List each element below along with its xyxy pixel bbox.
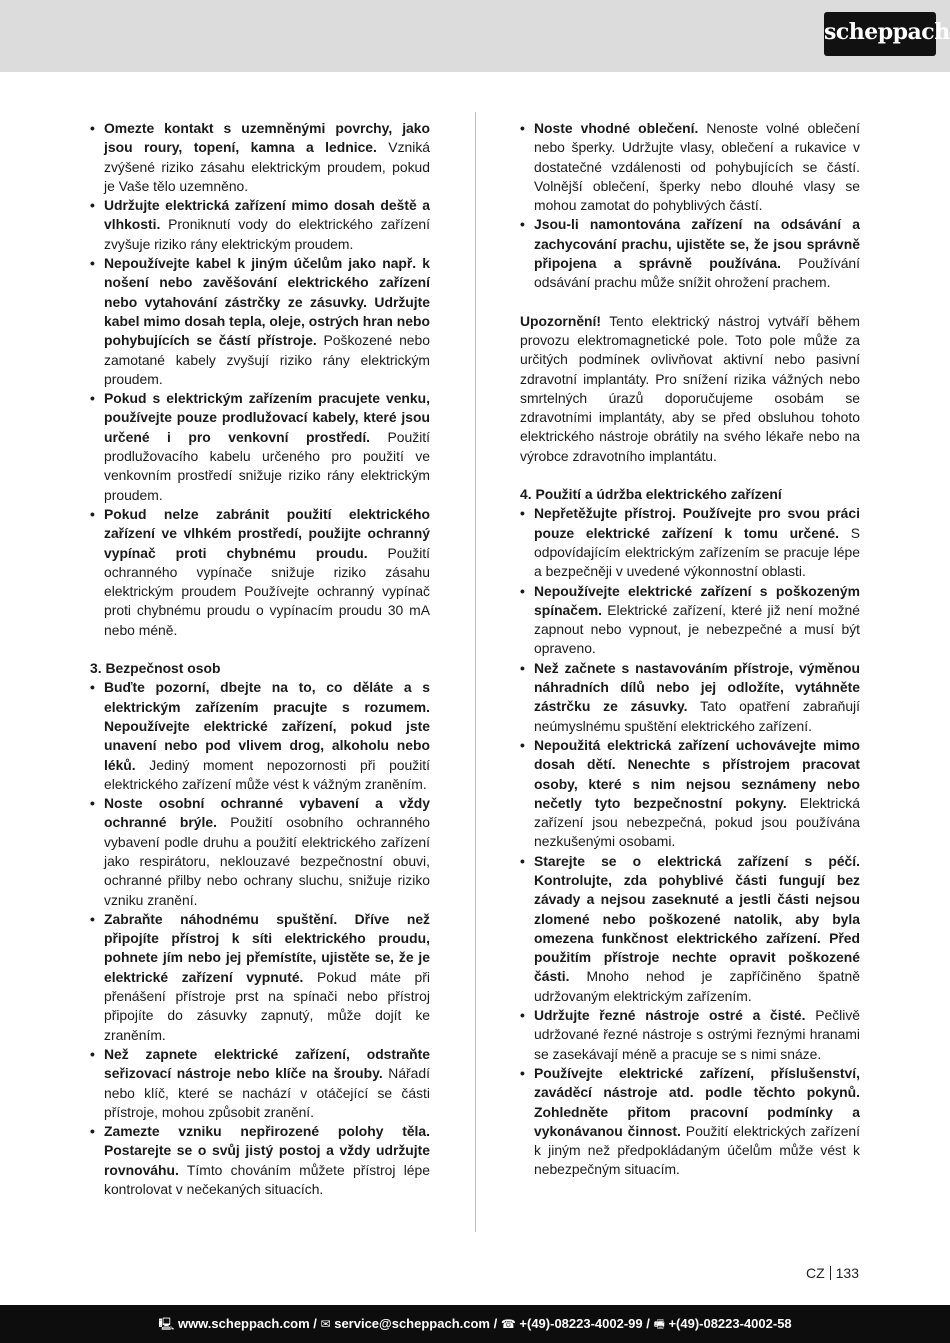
item-emphasis: Zamezte vzniku nepřirozené polohy těla. Postarejte se o svůj jistý postoj a vždy udržujte rovnováhu. [104,1123,430,1178]
list-item [90,1122,430,1199]
item-text: Tato opatření zabraňují neúmyslnému spuštění elektrického zařízení. [534,698,860,734]
item-text: Použití prodlužovacího kabelu určeného pro použití ve venkovním prostředí snižuje riziko rány elektrickým proudem. [104,428,431,503]
envelope-icon: ✉ [320,1317,331,1331]
list-item [90,119,430,196]
list-item [90,910,430,1045]
left-column [90,119,430,1199]
item-text: Pokud máte při přenášení přístroje prst na spínači nebo přístroj připojíte do zásuvky zapnutý, může dojít ke zraněním. [104,968,430,1043]
header-band [0,0,950,72]
item-text: Tímto chováním můžete přístroj lépe kontrolovat v nečekaných situacích. [104,1161,430,1198]
list-item [90,1045,430,1122]
footer-website-link[interactable]: www.scheppach.com [177,1316,310,1331]
page-separator [830,1266,831,1280]
list-item [520,215,860,292]
item-emphasis: Nepoužívejte elektrické zařízení s poškozeným spínačem. [534,582,860,618]
item-emphasis: Omezte kontakt s uzemněnými povrchy, jako jsou roury, topení, kamna a lednice. [104,120,430,156]
item-text: Mnoho nehod je zapříčiněno špatně udržovaným elektrickým zařízením. [534,968,860,1004]
item-emphasis: Noste osobní ochranné vybavení a vždy ochranné brýle. [104,795,430,831]
list-item [90,794,430,910]
column-divider [475,112,476,1232]
list-item [520,736,860,852]
item-emphasis: Nepoužitá elektrická zařízení uchovávejte mimo dosah dětí. Nenechte s přístrojem pracovat osoby, které s nim nejsou seznámeny nebo nečetly tyto bezpečnostní pokyny. [534,736,860,811]
footer-bar [0,1305,950,1343]
item-emphasis: Jsou-li namontována zařízení na odsávání a zachycování prachu, ujistěte se, že jsou správně připojena a správně používána. [534,216,860,272]
item-emphasis: Udržujte řezné nástroje ostré a čisté. [534,1007,806,1024]
item-text: Nářadí nebo klíč, které se nachází v otáčející se části přístroje, mohou způsobit zranění. [104,1065,430,1120]
section-heading-tool-use: 4. Použití a údržba elektrického zařízení [520,486,782,503]
item-emphasis: Zabraňte náhodnému spuštění. Dříve než připojíte přístroj k síti elektrického proudu, pohnete jím nebo jej přemístíte, ujistěte se, že je elektrické zařízení vypnuté. [104,910,430,985]
page-number [790,1263,859,1283]
safety-list-electrical [90,119,430,640]
warning-label: Upozornění! [520,312,602,329]
brand-logo [824,12,950,56]
item-text: Nenoste volné oblečení nebo šperky. Udržujte vlasy, oblečení a rukavice v dostatečné vzdálenosti od pohybujících se částí. Volnější oblečení, šperky nebo dlouhé vlasy se mohou zamotat do pohyblivých částí. [534,120,860,214]
list-item [520,659,860,736]
fax-icon: 🖷 [653,1317,665,1331]
item-text: Jediný moment nepozornosti při použití elektrického zařízení může vést k vážným zraněním. [104,756,430,792]
item-emphasis: Starejte se o elektrická zařízení s péčí. Kontrolujte, zda pohyblivé části fungují bez závady a nejsou zaseknuté a jestli části nejsou zlomené nebo poškozené natolik, aby byla omezena funkčnost elektrického zařízení. Před použitím přístroje nechte opravit poškozené části. [534,852,860,985]
list-item [520,582,860,659]
item-text: Použití osobního ochranného vybavení podle druhu a použití elektrického zařízení jako respirátoru, neklouzavé bezpečnostní obuvi, ochranné přilby nebo ochrany sluchu, snižuje riziko vzniku zranění. [104,814,430,908]
item-text: Pečlivě udržované řezné nástroje s ostrými řeznými hranami se zasekávají méně a pracuje se s nimi snáze. [534,1007,860,1062]
item-emphasis: Než začnete s nastavováním přístroje, výměnou náhradních dílů nebo jej odložíte, vytáhněte zástrčku ze zásuvky. [534,659,860,715]
footer-phone: +(49)-08223-4002-99 [519,1316,643,1331]
list-item [90,254,430,389]
phone-icon: ☎ [500,1317,516,1331]
item-text: Poškozené nebo zamotané kabely zvyšují riziko rány elektrickým proudem. [104,332,430,387]
item-text: Používání odsávání prachu může snížit ohrožení prachem. [534,255,861,291]
safety-list-tool-use [520,504,860,1179]
item-text: Použití elektrických zařízení k jiným než předpokládaným účelům může vést k nebezpečným situacím. [534,1122,861,1178]
item-text: S odpovídajícím elektrickým zařízením se pracuje lépe a bezpečněji v uvedené výkonnostní oblasti. [534,524,860,580]
list-item [520,1006,860,1064]
item-emphasis: Používejte elektrické zařízení, příslušenství, zaváděcí nástroje atd. podle těchto pokynů. Zohledněte přitom pracovní podmínky a vykonávanou činnost. [534,1064,860,1139]
item-text: Vzniká zvýšené riziko zásahu elektrickým proudem, pokud je Vaše tělo uzemněno. [104,139,431,194]
item-emphasis: Noste vhodné oblečení. [534,120,699,136]
list-item [90,678,430,794]
footer-fax: +(49)-08223-4002-58 [668,1316,792,1331]
warning-text: Tento elektrický nástroj vytváří během provozu elektromagnetické pole. Toto pole může za určitých podmínek ovlivňovat aktivní nebo pasivní zdravotní implantáty. Pro snížení rizika vážných nebo smrtelných úrazů doporučujeme osobám se zdravotními implantáty, aby se před obsluhou tohoto elektrického nástroje obrátily na svého lékaře nebo na výrobce zdravotního implantátu. [520,312,860,464]
list-item [520,504,860,581]
footer-email-link[interactable]: service@scheppach.com [334,1316,490,1331]
list-item [520,1064,860,1180]
list-item [520,119,860,215]
item-emphasis: Nepřetěžujte přístroj. Používejte pro svou práci pouze elektrické zařízení k tomu určené. [534,505,860,541]
list-item [90,389,430,505]
item-emphasis: Nepoužívejte kabel k jiným účelům jako např. k nošení nebo zavěšování elektrického zařízení nebo vytahování zástrčky ze zásuvky. Udržujte kabel mimo dosah tepla, oleje, ostrých hran nebo pohybujících se částí přístroje. [104,255,430,349]
item-emphasis: Udržujte elektrická zařízení mimo dosah deště a vlhkosti. [104,197,430,233]
right-column [520,119,860,1180]
list-item [90,196,430,254]
page-lang: CZ [805,1265,825,1281]
warning-paragraph [520,312,860,466]
item-text: Použití ochranného vypínače snižuje riziko zásahu elektrickým proudem Používejte ochranný vypínač proti chybnému proudu o vypínacím proudu 30 mA nebo méně. [104,544,431,638]
item-emphasis: Než zapnete elektrické zařízení, odstraňte seřizovací nástroje nebo klíče na šrouby. [104,1045,430,1082]
item-text: Elektrické zařízení, které již není možné zapnout nebo vypnout, je nebezpečné a musí být opraveno. [534,601,860,657]
footer-separator: / [642,1316,654,1331]
logo-text: scheppach [824,19,950,45]
list-item [520,852,860,1006]
section-heading-personal-safety: 3. Bezpečnost osob [90,660,221,677]
item-text: Proniknutí vody do elektrického zařízení zvyšuje riziko rány elektrickým proudem. [104,216,430,252]
footer-separator: / [309,1316,321,1331]
list-item [90,505,430,640]
safety-list-personal [90,678,430,1199]
monitor-icon: 🖳 [158,1317,175,1331]
footer-separator: / [489,1316,501,1331]
safety-list-clothing [520,119,860,293]
item-text: Elektrická zařízení jsou nebezpečná, pokud jsou používána nezkušenými osobami. [534,794,860,850]
page-value: 133 [835,1265,859,1281]
item-emphasis: Buďte pozorní, dbejte na to, co děláte a s elektrickým zařízením pracujte s rozumem. Nepoužívejte elektrické zařízení, pokud jste unavení nebo pod vlivem drog, alkoholu nebo léků. [104,679,430,773]
item-emphasis: Pokud nelze zabránit použití elektrického zařízení ve vlhkém prostředí, použijte ochranný vypínač proti chybnému proudu. [104,505,430,561]
item-emphasis: Pokud s elektrickým zařízením pracujete venku, používejte pouze prodlužovací kabely, které jsou určené i pro venkovní prostředí. [104,390,430,445]
